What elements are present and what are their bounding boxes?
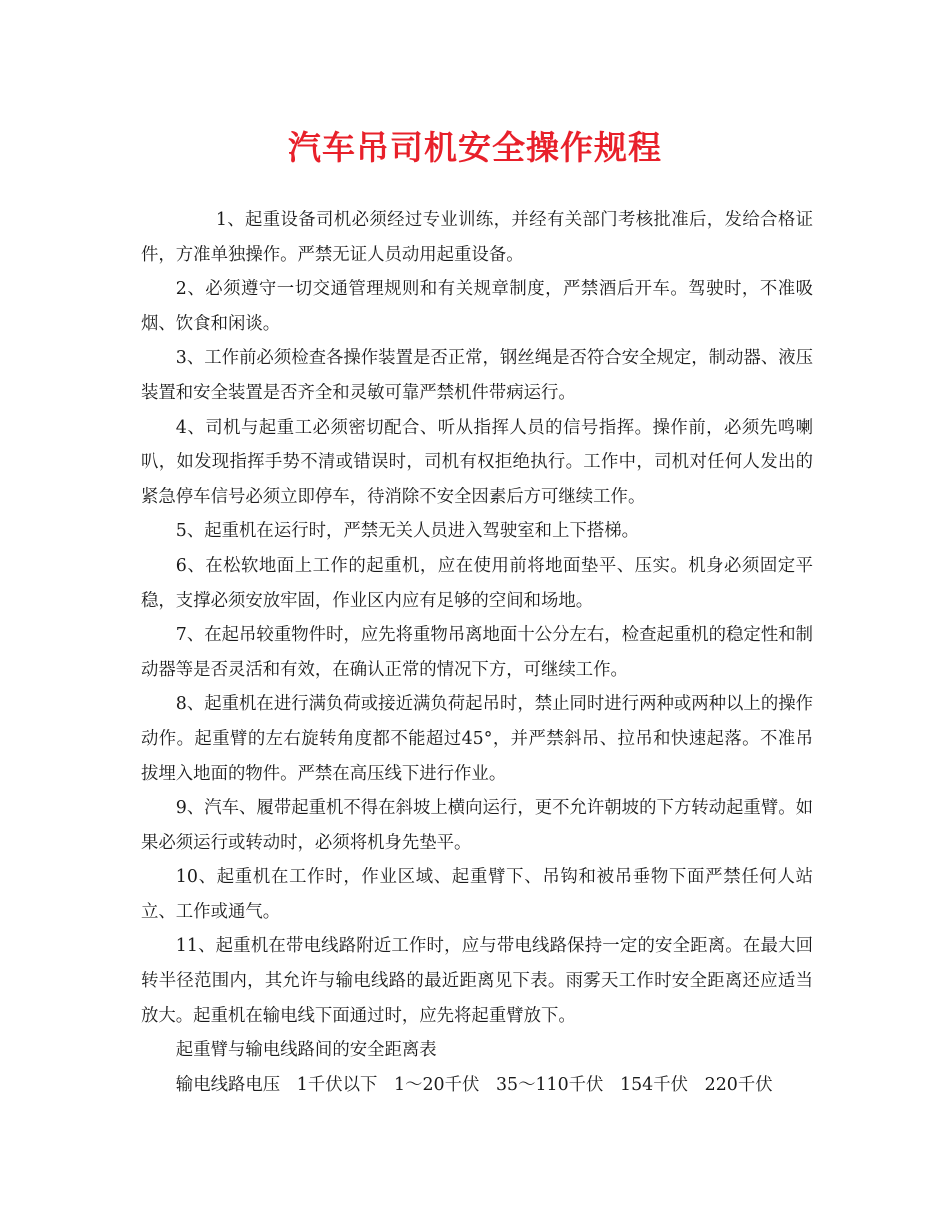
voltage-cell: 1～20千伏 — [393, 1074, 480, 1095]
voltage-table-row — [141, 1068, 813, 1103]
table-caption: 起重臂与输电线路间的安全距离表 — [175, 1040, 437, 1061]
document-body — [141, 203, 813, 1102]
voltage-cell: 35～110千伏 — [495, 1074, 604, 1095]
paragraph-11: 11、起重机在带电线路附近工作时，应与带电线路保持一定的安全距离。在最大回转半径范围内，其允许与输电线路的最近距离见下表。雨雾天工作时安全距离还应适当放大。起重机在输电线下面通过时，应先将起重臂放下。 — [141, 936, 813, 1026]
voltage-cell: 1千伏以下 — [296, 1074, 378, 1095]
paragraph-10: 10、起重机在工作时，作业区域、起重臂下、吊钩和被吊垂物下面严禁任何人站立、工作或通气。 — [141, 867, 813, 922]
paragraph-9: 9、汽车、履带起重机不得在斜坡上横向运行，更不允许朝坡的下方转动起重臂。如果必须运行或转动时，必须将机身先垫平。 — [141, 798, 813, 853]
voltage-cell: 220千伏 — [704, 1074, 773, 1095]
document-title: 汽车吊司机安全操作规程 — [288, 128, 662, 167]
voltage-cell: 154千伏 — [620, 1074, 689, 1095]
paragraph-7: 7、在起吊较重物件时，应先将重物吊离地面十公分左右，检查起重机的稳定性和制动器等是否灵活和有效，在确认正常的情况下方，可继续工作。 — [141, 625, 813, 680]
paragraph-5: 5、起重机在运行时，严禁无关人员进入驾驶室和上下搭梯。 — [175, 521, 640, 542]
paragraph-6: 6、在松软地面上工作的起重机，应在使用前将地面垫平、压实。机身必须固定平稳，支撑必须安放牢固，作业区内应有足够的空间和场地。 — [141, 555, 813, 611]
paragraph-3: 3、工作前必须检查各操作装置是否正常，钢丝绳是否符合安全规定，制动器、液压装置和安全装置是否齐全和灵敏可靠严禁机件带病运行。 — [141, 348, 813, 403]
paragraph-2: 2、必须遵守一切交通管理规则和有关规章制度，严禁酒后开车。驾驶时，不准吸烟、饮食和闲谈。 — [141, 279, 813, 334]
paragraph-1: 1、起重设备司机必须经过专业训练，并经有关部门考核批准后，发给合格证件，方准单独操作。严禁无证人员动用起重设备。 — [141, 210, 813, 265]
paragraph-4: 4、司机与起重工必须密切配合、听从指挥人员的信号指挥。操作前，必须先鸣喇叭，如发现指挥手势不清或错误时，司机有权拒绝执行。工作中，司机对任何人发出的紧急停车信号必须立即停车，待消除不安全因素后方可继续工作。 — [141, 417, 813, 507]
voltage-header-cell: 输电线路电压 — [175, 1074, 281, 1095]
paragraph-8: 8、起重机在进行满负荷或接近满负荷起吊时，禁止同时进行两种或两种以上的操作动作。起重臂的左右旋转角度都不能超过45°，并严禁斜吊、拉吊和快速起落。不准吊拔埋入地面的物件。严禁在高压线下进行作业。 — [141, 694, 813, 784]
